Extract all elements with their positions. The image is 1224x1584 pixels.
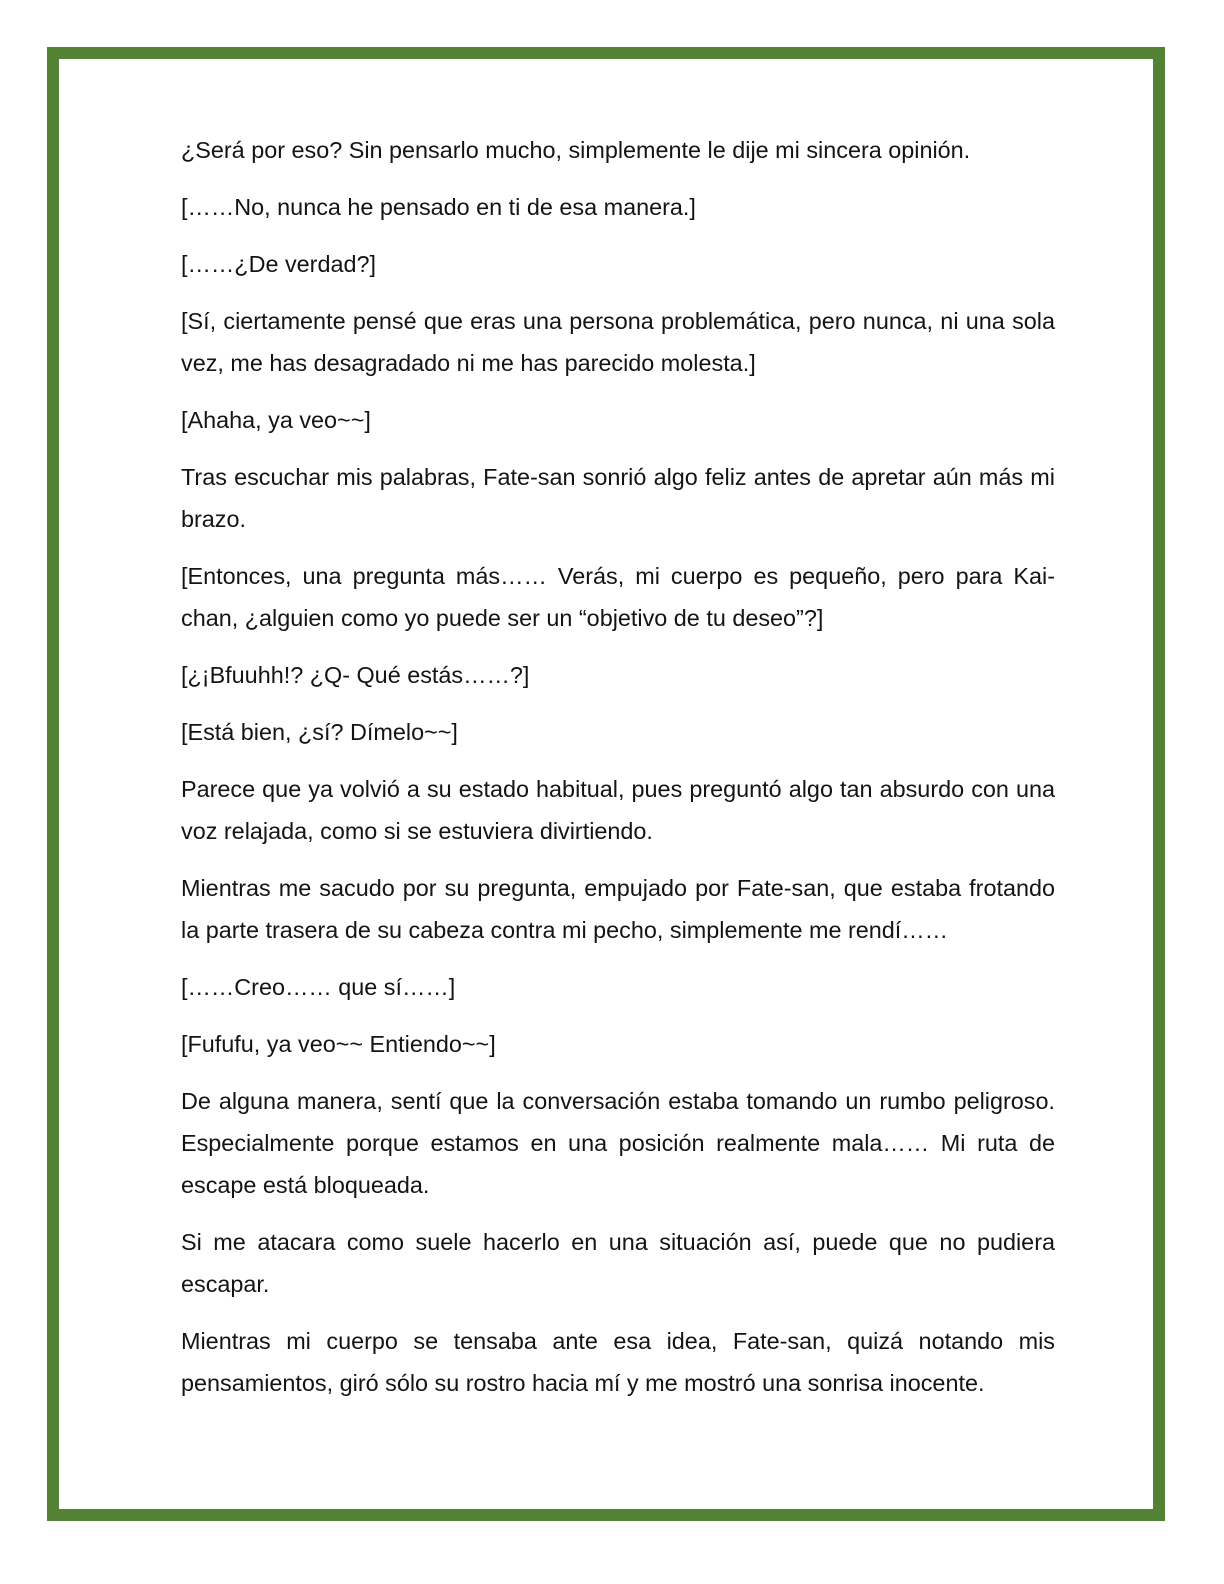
text-column [181, 129, 1055, 1419]
paragraph: ¿Será por eso? Sin pensarlo mucho, simplemente le dije mi sincera opinión. [181, 137, 971, 163]
page-frame [47, 47, 1165, 1521]
paragraph: [……¿De verdad?] [181, 251, 376, 277]
paragraph: [……No, nunca he pensado en ti de esa manera.] [181, 194, 696, 220]
paragraph: [¿¡Bfuuhh!? ¿Q- Qué estás……?] [181, 662, 530, 688]
paragraph: [Sí, ciertamente pensé que eras una persona problemática, pero nunca, ni una sola vez, me has desagradado ni me has parecido molesta.] [181, 308, 1055, 376]
paragraph: Si me atacara como suele hacerlo en una situación así, puede que no pudiera escapar. [181, 1229, 1055, 1297]
paragraph: Tras escuchar mis palabras, Fate-san sonrió algo feliz antes de apretar aún más mi brazo. [181, 464, 1055, 532]
paragraph: [Fufufu, ya veo~~ Entiendo~~] [181, 1031, 496, 1057]
paragraph: [Entonces, una pregunta más…… Verás, mi cuerpo es pequeño, pero para Kai-chan, ¿alguien como yo puede ser un “objetivo de tu deseo”?] [181, 563, 1055, 631]
paragraph: Mientras mi cuerpo se tensaba ante esa idea, Fate-san, quizá notando mis pensamientos, giró sólo su rostro hacia mí y me mostró una sonrisa inocente. [181, 1328, 1055, 1396]
paragraph: [……Creo…… que sí……] [181, 974, 456, 1000]
paragraph: Mientras me sacudo por su pregunta, empujado por Fate-san, que estaba frotando la parte trasera de su cabeza contra mi pecho, simplemente me rendí…… [181, 875, 1055, 943]
paragraph: [Está bien, ¿sí? Dímelo~~] [181, 719, 458, 745]
paragraph: Parece que ya volvió a su estado habitual, pues preguntó algo tan absurdo con una voz relajada, como si se estuviera divirtiendo. [181, 776, 1055, 844]
paragraph: [Ahaha, ya veo~~] [181, 407, 371, 433]
paragraph: De alguna manera, sentí que la conversación estaba tomando un rumbo peligroso. Especialmente porque estamos en una posición realmente mala…… Mi ruta de escape está bloqueada. [181, 1088, 1055, 1198]
